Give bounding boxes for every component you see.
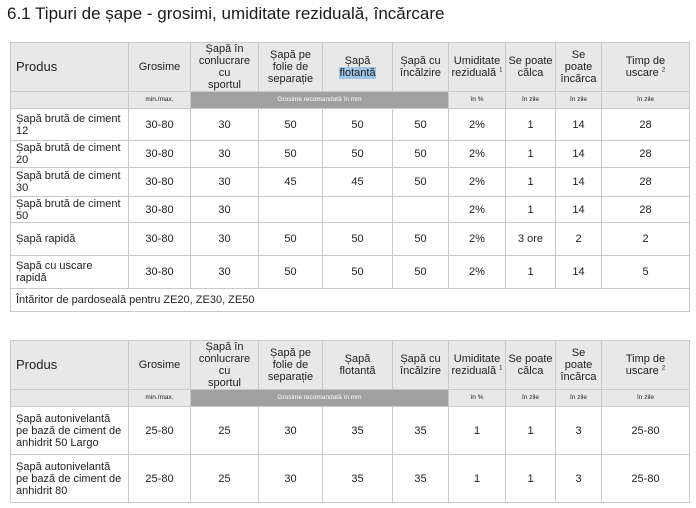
col-sapa-flotanta: Șapă flotantă xyxy=(323,341,393,390)
col-sapa-incalzire: Șapă cu încălzire xyxy=(393,43,449,92)
cell-flotanta: 50 xyxy=(323,141,393,168)
cell-flotanta: 45 xyxy=(323,168,393,197)
cell-incalzire: 35 xyxy=(393,407,449,455)
cell-thickness: 30-80 xyxy=(129,109,191,141)
col-sapa-conlucrare: Șapă în conlucrare cu sportul xyxy=(191,43,259,92)
cell-calca: 1 xyxy=(506,407,556,455)
table-row xyxy=(11,256,690,289)
col-uscare: Timp de uscare $^2$ xyxy=(602,43,690,92)
unit-empty xyxy=(11,92,129,109)
cell-incalzire: 50 xyxy=(393,168,449,197)
cell-thickness: 30-80 xyxy=(129,168,191,197)
cell-flotanta: 35 xyxy=(323,407,393,455)
col-product: Produs xyxy=(11,341,129,390)
cell-folie: 30 xyxy=(259,407,323,455)
cell-thickness: 25-80 xyxy=(129,455,191,503)
unit-days: în zile xyxy=(556,390,602,407)
unit-days: în zile xyxy=(506,390,556,407)
cell-incarca: 3 xyxy=(556,455,602,503)
cell-umiditate: 2% xyxy=(449,197,506,223)
highlighted-text: flotantă xyxy=(339,67,376,79)
cell-conlucrare: 30 xyxy=(191,197,259,223)
cell-calca: 1 xyxy=(506,455,556,503)
col-sapa-incalzire: Șapă cu încălzire xyxy=(393,341,449,390)
cell-incalzire: 50 xyxy=(393,256,449,289)
cell-incarca: 14 xyxy=(556,141,602,168)
col-sapa-flotanta: Șapă flotantă xyxy=(323,43,393,92)
cell-incalzire: 50 xyxy=(393,223,449,256)
unit-minmax: min./max. xyxy=(129,92,191,109)
cell-umiditate: 2% xyxy=(449,223,506,256)
cell-folie: 50 xyxy=(259,141,323,168)
cell-product: Șapă brută de ciment 12 xyxy=(11,109,129,141)
unit-recommended: Grosime recomandată în mm xyxy=(191,390,449,407)
units-row xyxy=(11,390,690,407)
cell-uscare: 28 xyxy=(602,109,690,141)
cell-thickness: 25-80 xyxy=(129,407,191,455)
col-sapa-folie: Șapă pe folie de separație xyxy=(259,43,323,92)
cell-folie: 50 xyxy=(259,223,323,256)
cell-calca: 1 xyxy=(506,168,556,197)
col-incarca: Se poate încărca xyxy=(556,43,602,92)
table-row xyxy=(11,109,690,141)
cell-folie xyxy=(259,197,323,223)
cell-incarca: 3 xyxy=(556,407,602,455)
unit-recommended: Grosime recomandată în mm xyxy=(191,92,449,109)
cell-conlucrare: 30 xyxy=(191,141,259,168)
col-calca: Se poate călca xyxy=(506,43,556,92)
cell-incalzire: 50 xyxy=(393,109,449,141)
unit-empty xyxy=(11,390,129,407)
cell-umiditate: 1 xyxy=(449,455,506,503)
cell-product: Șapă brută de ciment 20 xyxy=(11,141,129,168)
col-incarca: Se poate încărca xyxy=(556,341,602,390)
cell-conlucrare: 30 xyxy=(191,256,259,289)
col-thickness: Grosime xyxy=(129,43,191,92)
col-sapa-conlucrare: Șapă în conlucrare cu sportul xyxy=(191,341,259,390)
cell-umiditate: 2% xyxy=(449,141,506,168)
screed-table-anhydrite xyxy=(10,340,690,503)
cell-incarca: 14 xyxy=(556,109,602,141)
cell-thickness: 30-80 xyxy=(129,141,191,168)
unit-days: în zile xyxy=(602,92,690,109)
cell-uscare: 28 xyxy=(602,197,690,223)
cell-incalzire xyxy=(393,197,449,223)
cell-umiditate: 2% xyxy=(449,256,506,289)
cell-product: Șapă autonivelantă pe bază de ciment de anhidrit 80 xyxy=(11,455,129,503)
cell-product: Șapă brută de ciment 50 xyxy=(11,197,129,223)
unit-days: în zile xyxy=(556,92,602,109)
cell-uscare: 28 xyxy=(602,141,690,168)
cell-folie: 45 xyxy=(259,168,323,197)
cell-flotanta: 35 xyxy=(323,455,393,503)
cell-calca: 1 xyxy=(506,141,556,168)
cell-thickness: 30-80 xyxy=(129,223,191,256)
table-note-row xyxy=(11,289,690,312)
cell-calca: 1 xyxy=(506,109,556,141)
cell-thickness: 30-80 xyxy=(129,256,191,289)
col-umiditate: Umiditate reziduală $^1$ xyxy=(449,341,506,390)
cell-product: Șapă rapidă xyxy=(11,223,129,256)
table-row xyxy=(11,407,690,455)
cell-uscare: 2 xyxy=(602,223,690,256)
cell-folie: 30 xyxy=(259,455,323,503)
col-umiditate: Umiditate reziduală $^1$ xyxy=(449,43,506,92)
cell-incalzire: 35 xyxy=(393,455,449,503)
unit-days: în zile xyxy=(506,92,556,109)
cell-calca: 3 ore xyxy=(506,223,556,256)
cell-flotanta: 50 xyxy=(323,223,393,256)
cell-flotanta: 50 xyxy=(323,256,393,289)
cell-thickness: 30-80 xyxy=(129,197,191,223)
unit-minmax: min./max. xyxy=(129,390,191,407)
cell-incalzire: 50 xyxy=(393,141,449,168)
cell-conlucrare: 30 xyxy=(191,109,259,141)
col-thickness: Grosime xyxy=(129,341,191,390)
col-product: Produs xyxy=(11,43,129,92)
cell-product: Șapă cu uscare rapidă xyxy=(11,256,129,289)
cell-product: Șapă brută de ciment 30 xyxy=(11,168,129,197)
cell-product: Șapă autonivelantă pe bază de ciment de anhidrit 50 Largo xyxy=(11,407,129,455)
unit-percent: în % xyxy=(449,390,506,407)
col-calca: Se poate călca xyxy=(506,341,556,390)
cell-uscare: 28 xyxy=(602,168,690,197)
table-row xyxy=(11,455,690,503)
cell-uscare: 25-80 xyxy=(602,455,690,503)
cell-calca: 1 xyxy=(506,256,556,289)
header-row xyxy=(11,43,690,92)
unit-percent: în % xyxy=(449,92,506,109)
cell-conlucrare: 30 xyxy=(191,223,259,256)
cell-folie: 50 xyxy=(259,109,323,141)
screed-table-cement xyxy=(10,42,690,312)
cell-umiditate: 2% xyxy=(449,109,506,141)
table-row xyxy=(11,223,690,256)
table-note: Întăritor de pardoseală pentru ZE20, ZE30, ZE50 xyxy=(11,289,690,312)
cell-uscare: 5 xyxy=(602,256,690,289)
cell-flotanta: 50 xyxy=(323,109,393,141)
cell-conlucrare: 25 xyxy=(191,407,259,455)
cell-incarca: 14 xyxy=(556,197,602,223)
col-sapa-folie: Șapă pe folie de separație xyxy=(259,341,323,390)
units-row xyxy=(11,92,690,109)
cell-folie: 50 xyxy=(259,256,323,289)
header-row xyxy=(11,341,690,390)
col-uscare: Timp de uscare $^2$ xyxy=(602,341,690,390)
page-title: 6.1 Tipuri de șape - grosimi, umiditate reziduală, încărcare xyxy=(7,4,445,23)
cell-flotanta xyxy=(323,197,393,223)
cell-incarca: 14 xyxy=(556,256,602,289)
unit-days: în zile xyxy=(602,390,690,407)
table-row xyxy=(11,168,690,197)
table-row xyxy=(11,197,690,223)
cell-incarca: 14 xyxy=(556,168,602,197)
cell-incarca: 2 xyxy=(556,223,602,256)
cell-umiditate: 2% xyxy=(449,168,506,197)
table-row xyxy=(11,141,690,168)
cell-uscare: 25-80 xyxy=(602,407,690,455)
cell-umiditate: 1 xyxy=(449,407,506,455)
cell-conlucrare: 25 xyxy=(191,455,259,503)
cell-calca: 1 xyxy=(506,197,556,223)
cell-conlucrare: 30 xyxy=(191,168,259,197)
